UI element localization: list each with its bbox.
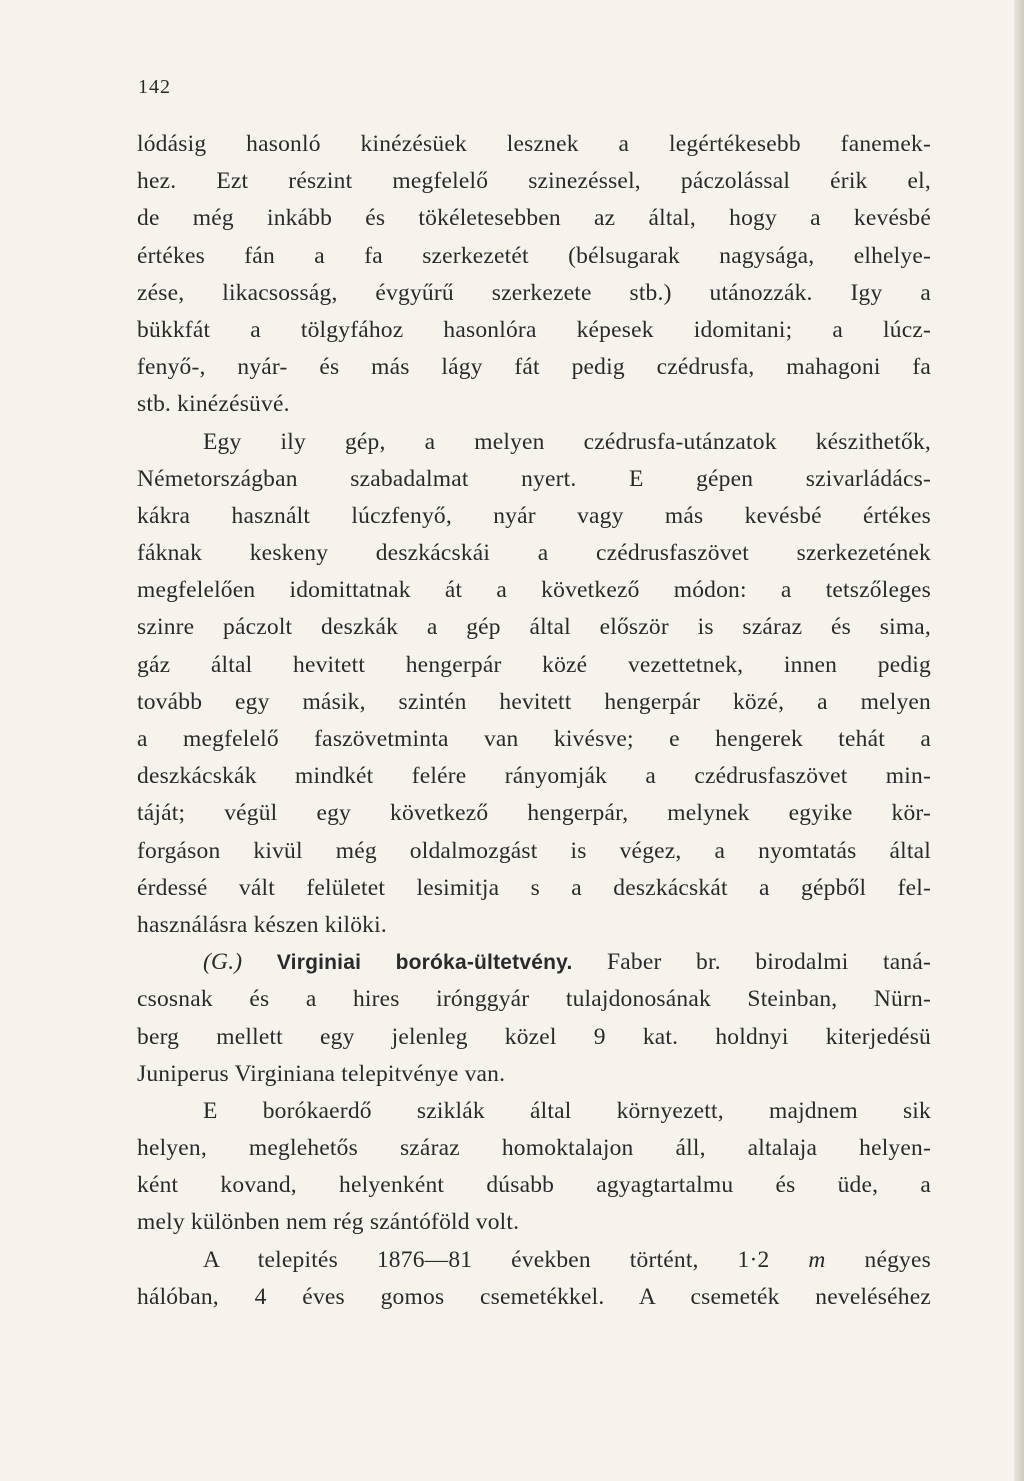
text-fragment: Faber br. birodalmi taná-	[607, 949, 931, 976]
text-line: Juniperus Virginiana telepitvénye van.	[137, 1060, 506, 1087]
text-fragment: négyes	[864, 1246, 931, 1273]
text-line: deszkácskák mindkét felére rányomják a czédrusfaszövet min-	[137, 763, 931, 790]
text-line-with-unit	[137, 1242, 931, 1279]
page-number: 142	[138, 76, 171, 98]
text-line: tovább egy másik, szintén hevitett hengerpár közé, a melyen	[137, 688, 931, 715]
text-fragment: A telepités 1876—81 években történt, 1·2	[203, 1246, 770, 1273]
page-edge-shadow	[1014, 0, 1024, 1481]
text-line: helyen, meglehetős száraz homoktalajon áll, altalaja helyen-	[137, 1135, 931, 1162]
text-line: Egy ily gép, a melyen czédrusfa-utánzatok készithetők,	[203, 428, 931, 455]
text-line: kákra használt lúczfenyő, nyár vagy más kevésbé értékes	[137, 502, 931, 529]
text-line: érdessé vált felületet lesimitja s a deszkácskát a gépből fel-	[137, 874, 931, 901]
text-line: E borókaerdő sziklák által környezett, majdnem sik	[203, 1097, 931, 1124]
text-line: forgáson kivül még oldalmozgást is végez, a nyomtatás által	[137, 837, 931, 864]
section-label: (G.)	[203, 949, 243, 976]
text-line: bükkfát a tölgyfához hasonlóra képesek idomitani; a lúcz-	[137, 316, 931, 343]
text-line: szinre páczolt deszkák a gép által először is száraz és sima,	[137, 614, 931, 641]
section-title: Virginiai boróka-ültetvény.	[276, 951, 573, 975]
text-line: ként kovand, helyenként dúsabb agyagtartalmu és üde, a	[137, 1172, 931, 1199]
unit-label: m	[808, 1246, 826, 1273]
text-line: de még inkább és tökéletesebben az által, hogy a kevésbé	[137, 205, 931, 232]
text-line: stb. kinézésüvé.	[137, 391, 290, 418]
text-line: zése, likacsosság, évgyűrű szerkezete stb.) utánozzák. Igy a	[137, 279, 931, 306]
text-line: Németországban szabadalmat nyert. E gépen szivarládács-	[137, 465, 931, 492]
text-line: használásra készen kilöki.	[137, 911, 387, 938]
text-line: berg mellett egy jelenleg közel 9 kat. holdnyi kiterjedésü	[137, 1023, 931, 1050]
text-line: értékes fán a fa szerkezetét (bélsugarak nagysága, elhelye-	[137, 242, 931, 269]
text-line: hez. Ezt részint megfelelő szinezéssel, páczolással érik el,	[137, 168, 931, 195]
text-line: mely különben nem rég szántóföld volt.	[137, 1209, 520, 1236]
text-line: fenyő-, nyár- és más lágy fát pedig czédrusfa, mahagoni fa	[137, 354, 931, 381]
text-line: fáknak keskeny deszkácskái a czédrusfaszövet szerkezetének	[137, 540, 931, 567]
text-line: a megfelelő faszövetminta van kivésve; e hengerek tehát a	[137, 726, 931, 752]
text-line: gáz által hevitett hengerpár közé vezettetnek, innen pedig	[137, 651, 931, 678]
text-line: lódásig hasonló kinézésüek lesznek a legértékesebb fanemek-	[137, 131, 931, 157]
text-line: táját; végül egy következő hengerpár, melynek egyike kör-	[137, 800, 931, 827]
section-heading-line	[137, 944, 931, 981]
text-line: csosnak és a hires irónggyár tulajdonosának Steinban, Nürn-	[137, 986, 931, 1013]
text-line: hálóban, 4 éves gomos csemetékkel. A csemeték neveléséhez	[137, 1283, 931, 1310]
body-text	[137, 126, 931, 1316]
text-line: megfelelően idomittatnak át a következő módon: a tetszőleges	[137, 577, 931, 604]
